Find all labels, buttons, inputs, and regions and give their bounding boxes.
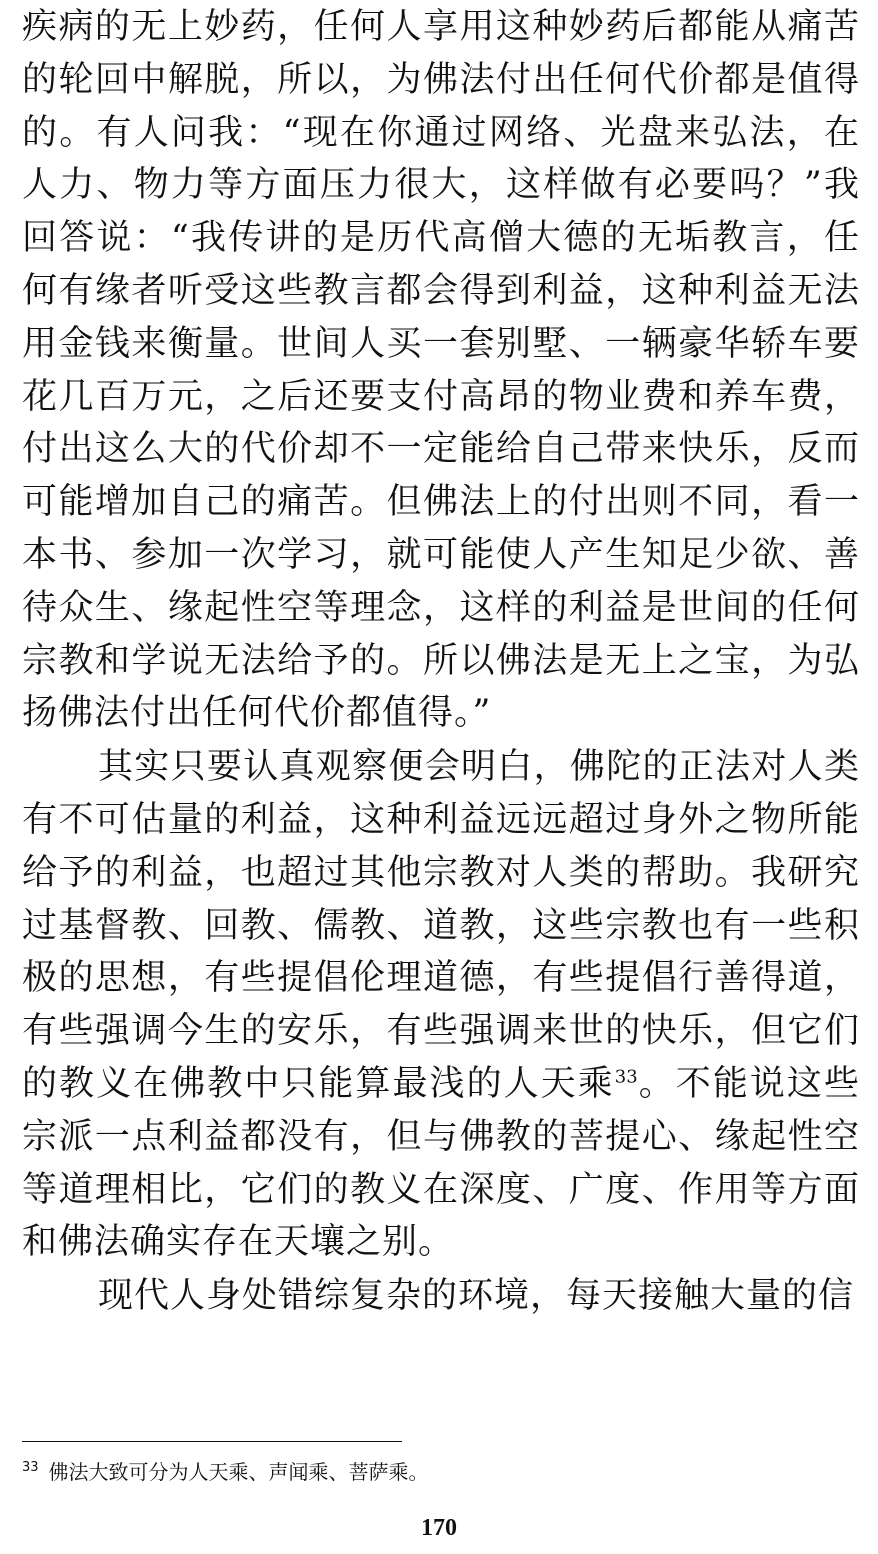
footnote — [22, 1458, 860, 1486]
body-text — [22, 0, 860, 1323]
footnote-number: 33 — [22, 1460, 39, 1476]
footnote-divider — [22, 1441, 402, 1442]
footnote-reference[interactable]: 33 — [614, 1066, 638, 1088]
paragraph-continuation: 疾病的无上妙药，任何人享用这种妙药后都能从痛苦的轮回中解脱，所以，为佛法付出任何代价都是值得的。有人问我：“现在你通过网络、光盘来弘法，在人力、物力等方面压力很大，这样做有必要吗？”我回答说：“我传讲的是历代高僧大德的无垢教言，任何有缘者听受这些教言都会得到利益，这种利益无法用金钱来衡量。世间人买一套别墅、一辆豪华轿车要花几百万元，之后还要支付高昂的物业费和养车费，付出这么大的代价却不一定能给自己带来快乐，反而可能增加自己的痛苦。但佛法上的付出则不同，看一本书、参加一次学习，就可能使人产生知足少欲、善待众生、缘起性空等理念，这样的利益是世间的任何宗教和学说无法给予的。所以佛法是无上之宝，为弘扬佛法付出任何代价都值得。” — [22, 7, 860, 734]
paragraph-text-after-ref: 。不能说这些宗派一点利益都没有，但与佛教的菩提心、缘起性空等道理相比，它们的教义在深度、广度、作用等方面和佛法确实存在天壤之别。 — [22, 1063, 860, 1263]
paragraph-with-footnote — [22, 740, 860, 1269]
page-number: 170 — [421, 1515, 457, 1541]
paragraph-text-before-ref: 其实只要认真观察便会明白，佛陀的正法对人类有不可估量的利益，这种利益远远超过身外之物所能给予的利益，也超过其他宗教对人类的帮助。我研究过基督教、回教、儒教、道教，这些宗教也有一些积极的思想，有些提倡伦理道德，有些提倡行善得道，有些强调今生的安乐，有些强调来世的快乐，但它们的教义在佛教中只能算最浅的人天乘 — [22, 747, 860, 1104]
paragraph-start: 现代人身处错综复杂的环境，每天接触大量的信 — [98, 1276, 855, 1317]
footnote-text: 佛法大致可分为人天乘、声闻乘、菩萨乘。 — [48, 1460, 429, 1484]
